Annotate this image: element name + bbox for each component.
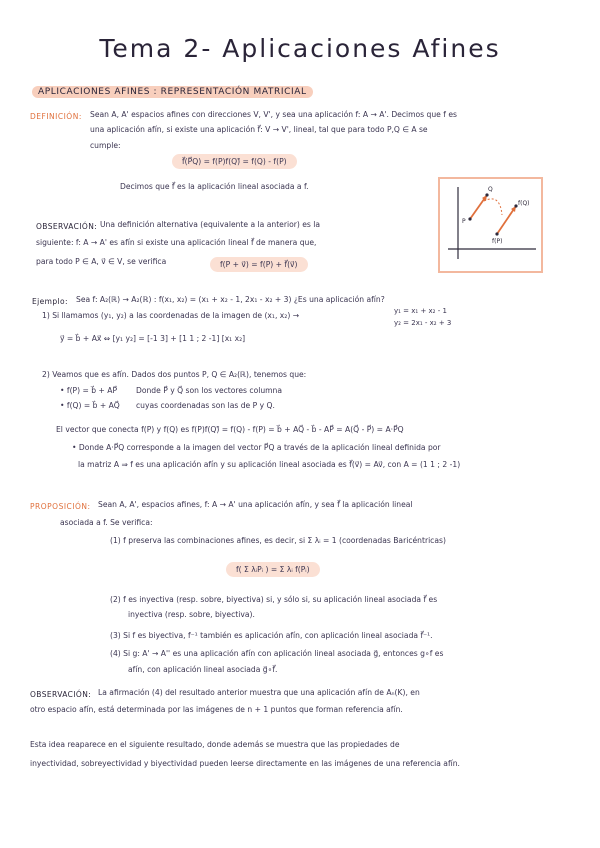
closing-line-1: Esta idea reaparece en el siguiente resultado, donde además se muestra que las propiedades de [30, 740, 400, 749]
observation-1-formula: f(P + v⃗) = f(P) + f⃗(v⃗) [210, 257, 308, 272]
observation-label-1: OBSERVACIÓN: [36, 222, 98, 231]
definition-line-4: Decimos que f⃗ es la aplicación lineal asociada a f. [120, 182, 309, 191]
definition-line-2: una aplicación afín, si existe una aplicación f⃗: V → V', lineal, tal que para todo P,Q ∈ A se [90, 125, 428, 134]
definition-line-1: Sean A, A' espacios afines con direcciones V, V', y sea una aplicación f: A → A'. Decimos que f es [90, 110, 457, 119]
definition-label: DEFINICIÓN: [30, 112, 82, 121]
example-item-1: 1) Si llamamos (y₁, y₂) a las coordenadas de la imagen de (x₁, x₂) → [42, 311, 300, 320]
proposition-item-4a: (4) Si g: A' → A'' es una aplicación afín con aplicación lineal asociada g⃗, entonces g∘f es [110, 649, 444, 658]
example-label: Ejemplo: [32, 297, 68, 306]
proposition-line-2: asociada a f. Se verifica: [60, 518, 153, 527]
section-heading: APLICACIONES AFINES : REPRESENTACIÓN MATRICIAL [32, 86, 313, 98]
proposition-item-4b: afín, con aplicación lineal asociada g⃗∘f⃗. [128, 665, 278, 674]
figure-point-q [485, 193, 488, 196]
proposition-label: PROPOSICIÓN: [30, 502, 91, 511]
figure-label-q: Q [488, 186, 493, 193]
observation-2-line-1: La afirmación (4) del resultado anterior muestra que una aplicación afín de Aₙ(K), en [98, 688, 420, 697]
proposition-item-2a: (2) f es inyectiva (resp. sobre, biyectiva) si, y sólo si, su aplicación lineal asociada f⃗ es [110, 595, 438, 604]
closing-line-2: inyectividad, sobreyectividad y biyectividad pueden leerse directamente en las imágenes de una referencia afín. [30, 759, 460, 768]
definition-formula: f⃗(P⃗Q) = f(P)f(Q)⃗ = f(Q) - f(P) [172, 154, 297, 169]
example-matrix-line: y⃗ = b⃗ + Ax⃗ ⇔ [y₁ y₂] = [-1 3] + [1 1 ; 2 -1] [x₁ x₂] [60, 334, 246, 343]
example-system-eq-1: y₁ = x₁ + x₂ - 1 [394, 307, 447, 315]
observation-1-line-1: Una definición alternativa (equivalente a la anterior) es la [100, 220, 321, 229]
page-title: Tema 2- Aplicaciones Afines [99, 34, 501, 63]
proposition-item-2b: inyectiva (resp. sobre, biyectiva). [128, 610, 255, 619]
proposition-item-3: (3) Si f es biyectiva, f⁻¹ también es aplicación afín, con aplicación lineal asociada f⃗⁻¹. [110, 631, 433, 640]
observation-1-line-2: siguiente: f: A → A' es afín si existe una aplicación lineal f⃗ de manera que, [36, 238, 317, 247]
example-bullet-right-1: Donde P⃗ y Q⃗ son los vectores columna [136, 386, 283, 395]
proposition-item-1: (1) f preserva las combinaciones afines, es decir, si Σ λᵢ = 1 (coordenadas Baricéntricas) [110, 536, 446, 545]
figure-label-fp: f(P) [492, 238, 503, 245]
example-line-1: Sea f: A₂(ℝ) → A₂(ℝ) : f(x₁, x₂) = (x₁ + x₂ - 1, 2x₁ - x₂ + 3) ¿Es una aplicación afín? [76, 295, 385, 304]
example-bullet-1: • f(P) = b⃗ + AP⃗ [60, 386, 118, 395]
observation-2-line-2: otro espacio afín, está determinada por las imágenes de n + 1 puntos que forman referencia afín. [30, 705, 403, 714]
affine-map-figure [438, 177, 543, 273]
figure-label-fq: f(Q) [518, 200, 530, 207]
figure-point-p [468, 217, 471, 220]
example-item-2: 2) Veamos que es afín. Dados dos puntos P, Q ∈ A₂(ℝ), tenemos que: [42, 370, 307, 379]
figure-svg [440, 179, 541, 271]
observation-1-line-3: para todo P ∈ A, v⃗ ∈ V, se verifica [36, 257, 167, 266]
definition-line-3: cumple: [90, 141, 121, 150]
figure-point-fp [495, 232, 498, 235]
example-vector-line-1: El vector que conecta f(P) y f(Q) es f(P)f(Q)⃗ = f(Q) - f(P) = b⃗ + AQ⃗ - b⃗ - AP⃗ = A(Q⃗ - P⃗) = A·P⃗Q [56, 425, 404, 434]
figure-map-arrow [484, 199, 502, 215]
example-system-eq-2: y₂ = 2x₁ - x₂ + 3 [394, 319, 452, 327]
example-bullet-right-2: cuyas coordenadas son las de P y Q. [136, 401, 275, 410]
proposition-formula: f( Σ λᵢPᵢ ) = Σ λᵢ f(Pᵢ) [226, 562, 320, 577]
example-vector-line-2: • Donde A·P⃗Q corresponde a la imagen del vector P⃗Q a través de la aplicación lineal definida por [72, 443, 441, 452]
observation-label-2: OBSERVACIÓN: [30, 690, 92, 699]
figure-label-p: P [462, 218, 466, 225]
example-vector-line-3: la matriz A ⇒ f es una aplicación afín y su aplicación lineal asociada es f⃗(v⃗) = Av⃗, con A = (1 1 ; 2 -1) [78, 460, 461, 469]
proposition-line-1: Sean A, A', espacios afines, f: A → A' una aplicación afín, y sea f⃗ la aplicación lineal [98, 500, 413, 509]
example-bullet-2: • f(Q) = b⃗ + AQ⃗ [60, 401, 120, 410]
